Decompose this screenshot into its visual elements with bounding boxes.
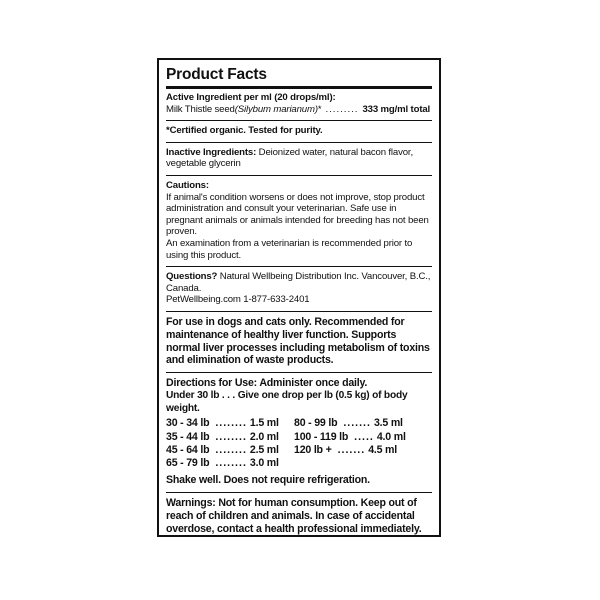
inactive-ingredients-section — [166, 147, 432, 170]
ingredient-suffix: * — [317, 103, 322, 115]
directions-heading: Directions for Use: Administer once daily. — [166, 377, 368, 390]
dose-weight: 80 - 99 lb — [294, 417, 338, 430]
cautions-section — [166, 180, 432, 261]
active-ingredient-row — [166, 104, 432, 116]
dose-table — [166, 417, 432, 470]
divider — [166, 492, 432, 493]
divider — [166, 142, 432, 143]
dose-amount: 4.0 ml — [376, 430, 406, 443]
dose-amount: 1.5 ml — [249, 417, 279, 430]
inactive-text: Deionized water, natural bacon flavor, vegetable glycerin — [166, 146, 413, 170]
divider — [166, 311, 432, 312]
product-facts-panel — [157, 58, 441, 537]
divider — [166, 120, 432, 121]
divider — [166, 372, 432, 373]
dose-amount: 3.5 ml — [373, 417, 403, 430]
dose-dots: ........ — [215, 430, 247, 443]
questions-label: Questions? — [166, 271, 218, 283]
dose-dots: ........ — [215, 457, 247, 470]
dose-dots: ....... — [337, 443, 366, 456]
dose-row — [166, 417, 294, 430]
dose-dots: ........ — [215, 417, 247, 430]
divider — [166, 266, 432, 267]
ingredient-amount: 333 mg/ml total — [362, 103, 431, 115]
shake-note: Shake well. Does not require refrigeration. — [166, 474, 370, 487]
dose-amount: 4.5 ml — [368, 443, 398, 456]
active-ingredient-heading: Active Ingredient per ml (20 drops/ml): — [166, 92, 336, 103]
dose-row — [166, 444, 294, 457]
questions-section — [166, 271, 432, 306]
inactive-label: Inactive Ingredients: — [166, 146, 257, 158]
ingredient-latin: (Silybum marianum) — [234, 103, 318, 115]
usage-statement: For use in dogs and cats only. Recommended for maintenance of healthy liver function. Supports normal liver processes including metabolism of toxins and elimination of waste products. — [166, 315, 430, 367]
dose-row — [294, 431, 414, 444]
dose-weight: 120 lb + — [294, 443, 332, 456]
dose-row — [294, 444, 414, 457]
dose-row — [166, 431, 294, 444]
dose-weight: 65 - 79 lb — [166, 457, 210, 470]
active-ingredient-section — [166, 92, 432, 115]
directions-under-30: Under 30 lb . . . Give one drop per lb (0.5 kg) of body weight. — [166, 389, 408, 414]
dose-dots: ........ — [215, 443, 247, 456]
warnings-statement: Warnings: Not for human consumption. Keep out of reach of children and animals. In case of accidental overdose, contact a health professional immediately. — [166, 497, 422, 535]
questions-line-1: Natural Wellbeing Distribution Inc. Vancouver, B.C., Canada. — [166, 271, 431, 294]
dose-row — [294, 417, 414, 430]
dose-row — [166, 457, 294, 470]
dose-dots: ....... — [343, 417, 371, 430]
cautions-text-1: If animal's condition worsens or does not improve, stop product administration and consult your veterinarian. Safe use in pregnant animals or animals intended for breeding has not been proven. — [166, 191, 429, 238]
directions-section — [166, 377, 432, 487]
dose-weight: 35 - 44 lb — [166, 430, 210, 443]
cautions-text-2: An examination from a veterinarian is recommended prior to using this product. — [166, 237, 413, 261]
dose-weight: 30 - 34 lb — [166, 417, 210, 430]
ingredient-name: Milk Thistle seed — [166, 103, 235, 115]
panel-title: Product Facts — [166, 66, 267, 83]
cautions-label: Cautions: — [166, 179, 209, 191]
dose-amount: 2.0 ml — [249, 430, 279, 443]
dose-amount: 2.5 ml — [249, 443, 279, 456]
title-divider — [166, 86, 432, 89]
dose-dots: ..... — [354, 430, 374, 443]
questions-line-2: PetWellbeing.com 1-877-633-2401 — [166, 294, 310, 306]
ingredient-dots: ......... — [325, 103, 359, 115]
divider — [166, 175, 432, 176]
dose-amount: 3.0 ml — [249, 457, 279, 470]
dose-weight: 100 - 119 lb — [294, 430, 349, 443]
certified-note: *Certified organic. Tested for purity. — [166, 125, 323, 137]
dose-weight: 45 - 64 lb — [166, 443, 210, 456]
